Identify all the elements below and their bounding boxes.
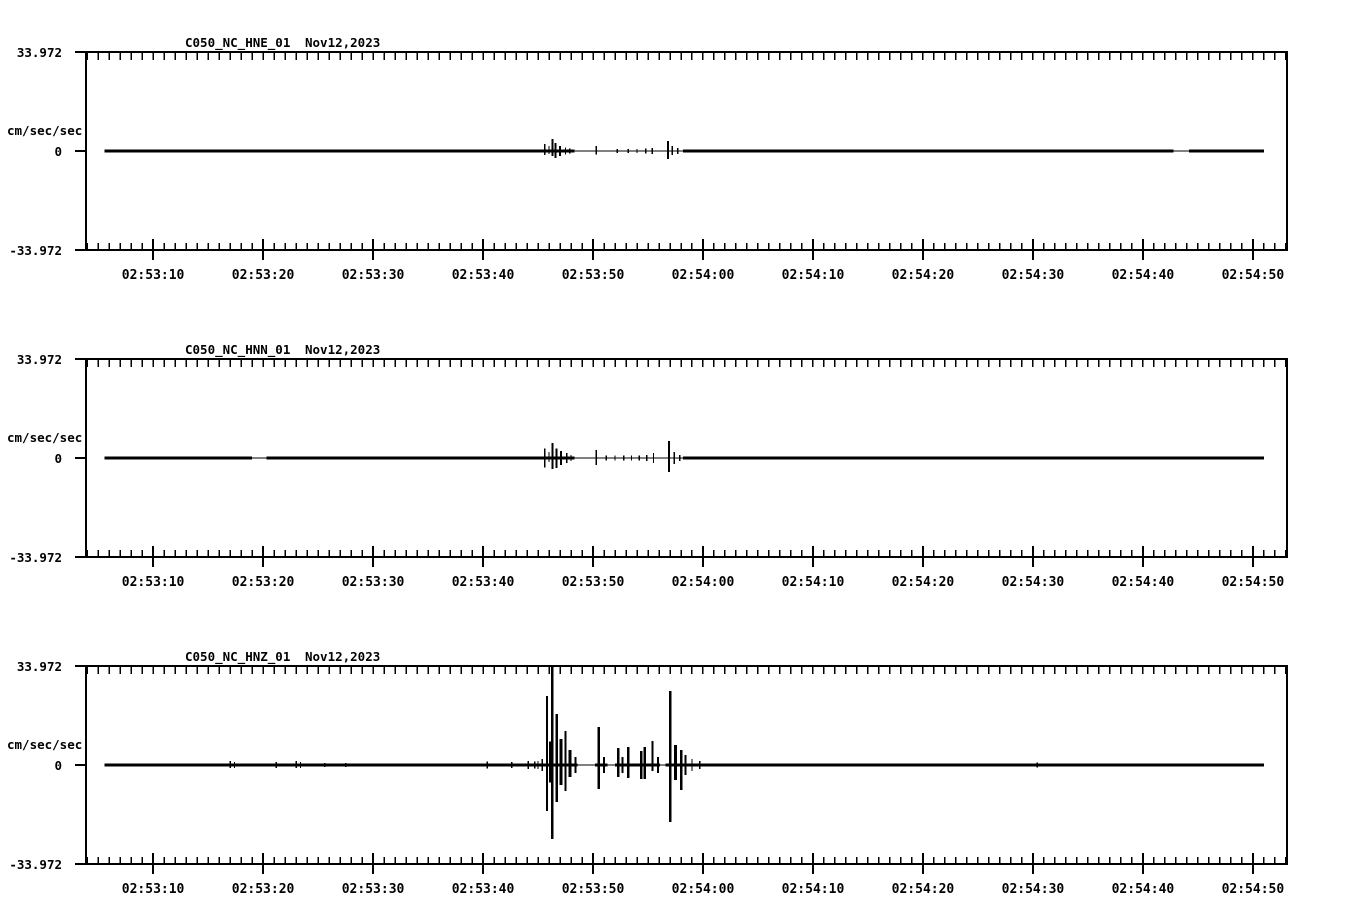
x-tick-label: 02:54:50 bbox=[1221, 268, 1285, 283]
waveform-plot-hne bbox=[0, 0, 1358, 300]
y-axis-min-label: -33.972 bbox=[9, 550, 62, 565]
y-axis-ticks bbox=[75, 52, 86, 250]
x-tick-label: 02:53:50 bbox=[561, 575, 625, 590]
x-tick-label: 02:54:20 bbox=[891, 268, 955, 283]
x-tick-label: 02:54:10 bbox=[781, 882, 845, 897]
seismo-panel-hne bbox=[0, 0, 1358, 300]
panel-title-station: C050_NC_HNN_01 bbox=[185, 342, 291, 357]
x-tick-label: 02:53:40 bbox=[451, 268, 515, 283]
panel-title-station: C050_NC_HNZ_01 bbox=[185, 649, 291, 664]
y-axis-max-label: 33.972 bbox=[16, 659, 62, 674]
x-tick-labels bbox=[122, 882, 1285, 897]
seismo-panel-hnz bbox=[0, 614, 1358, 914]
y-axis-max-label: 33.972 bbox=[16, 45, 62, 60]
x-tick-label: 02:53:50 bbox=[561, 882, 625, 897]
x-tick-label: 02:53:20 bbox=[231, 575, 295, 590]
x-tick-labels bbox=[122, 268, 1285, 283]
y-axis-min-label: -33.972 bbox=[9, 857, 62, 872]
y-axis-ticks bbox=[75, 359, 86, 557]
y-axis-zero-label: 0 bbox=[54, 144, 62, 159]
x-tick-label: 02:53:20 bbox=[231, 268, 295, 283]
y-axis-unit-label: cm/sec/sec bbox=[7, 737, 83, 752]
waveform bbox=[105, 139, 1264, 159]
x-tick-label: 02:53:30 bbox=[341, 268, 405, 283]
panel-title-station: C050_NC_HNE_01 bbox=[185, 35, 291, 50]
x-tick-label: 02:54:50 bbox=[1221, 882, 1285, 897]
x-tick-label: 02:53:10 bbox=[121, 575, 185, 590]
x-tick-label: 02:54:50 bbox=[1221, 575, 1285, 590]
y-axis-max-label: 33.972 bbox=[16, 352, 62, 367]
top-ticks bbox=[87, 53, 1286, 60]
x-tick-label: 02:53:20 bbox=[231, 882, 295, 897]
x-tick-label: 02:54:00 bbox=[671, 575, 735, 590]
x-tick-label: 02:53:40 bbox=[451, 575, 515, 590]
waveform bbox=[105, 441, 1264, 472]
top-ticks bbox=[87, 667, 1286, 674]
x-tick-label: 02:54:40 bbox=[1111, 882, 1175, 897]
waveform bbox=[105, 666, 1264, 839]
x-tick-label: 02:53:40 bbox=[451, 882, 515, 897]
x-tick-label: 02:54:30 bbox=[1001, 882, 1065, 897]
x-tick-label: 02:54:40 bbox=[1111, 575, 1175, 590]
x-tick-label: 02:53:10 bbox=[121, 268, 185, 283]
y-axis-min-label: -33.972 bbox=[9, 243, 62, 258]
x-tick-labels bbox=[122, 575, 1285, 590]
panel-title-date: Nov12,2023 bbox=[305, 649, 381, 664]
panel-title-date: Nov12,2023 bbox=[305, 35, 381, 50]
x-tick-label: 02:53:30 bbox=[341, 882, 405, 897]
x-tick-label: 02:54:10 bbox=[781, 268, 845, 283]
x-tick-label: 02:53:30 bbox=[341, 575, 405, 590]
panel-title-date: Nov12,2023 bbox=[305, 342, 381, 357]
x-tick-label: 02:54:00 bbox=[671, 882, 735, 897]
x-tick-label: 02:53:50 bbox=[561, 268, 625, 283]
y-axis-unit-label: cm/sec/sec bbox=[7, 430, 83, 445]
waveform-plot-hnz bbox=[0, 614, 1358, 914]
x-tick-label: 02:54:30 bbox=[1001, 268, 1065, 283]
waveform-plot-hnn bbox=[0, 307, 1358, 607]
y-axis-zero-label: 0 bbox=[54, 451, 62, 466]
y-axis-zero-label: 0 bbox=[54, 758, 62, 773]
y-axis-unit-label: cm/sec/sec bbox=[7, 123, 83, 138]
x-tick-label: 02:54:40 bbox=[1111, 268, 1175, 283]
x-tick-label: 02:54:10 bbox=[781, 575, 845, 590]
x-tick-label: 02:54:20 bbox=[891, 575, 955, 590]
y-axis-ticks bbox=[75, 666, 86, 864]
x-tick-label: 02:54:00 bbox=[671, 268, 735, 283]
top-ticks bbox=[87, 360, 1286, 367]
seismo-panel-hnn bbox=[0, 307, 1358, 607]
x-tick-label: 02:54:20 bbox=[891, 882, 955, 897]
x-tick-label: 02:54:30 bbox=[1001, 575, 1065, 590]
x-tick-label: 02:53:10 bbox=[121, 882, 185, 897]
